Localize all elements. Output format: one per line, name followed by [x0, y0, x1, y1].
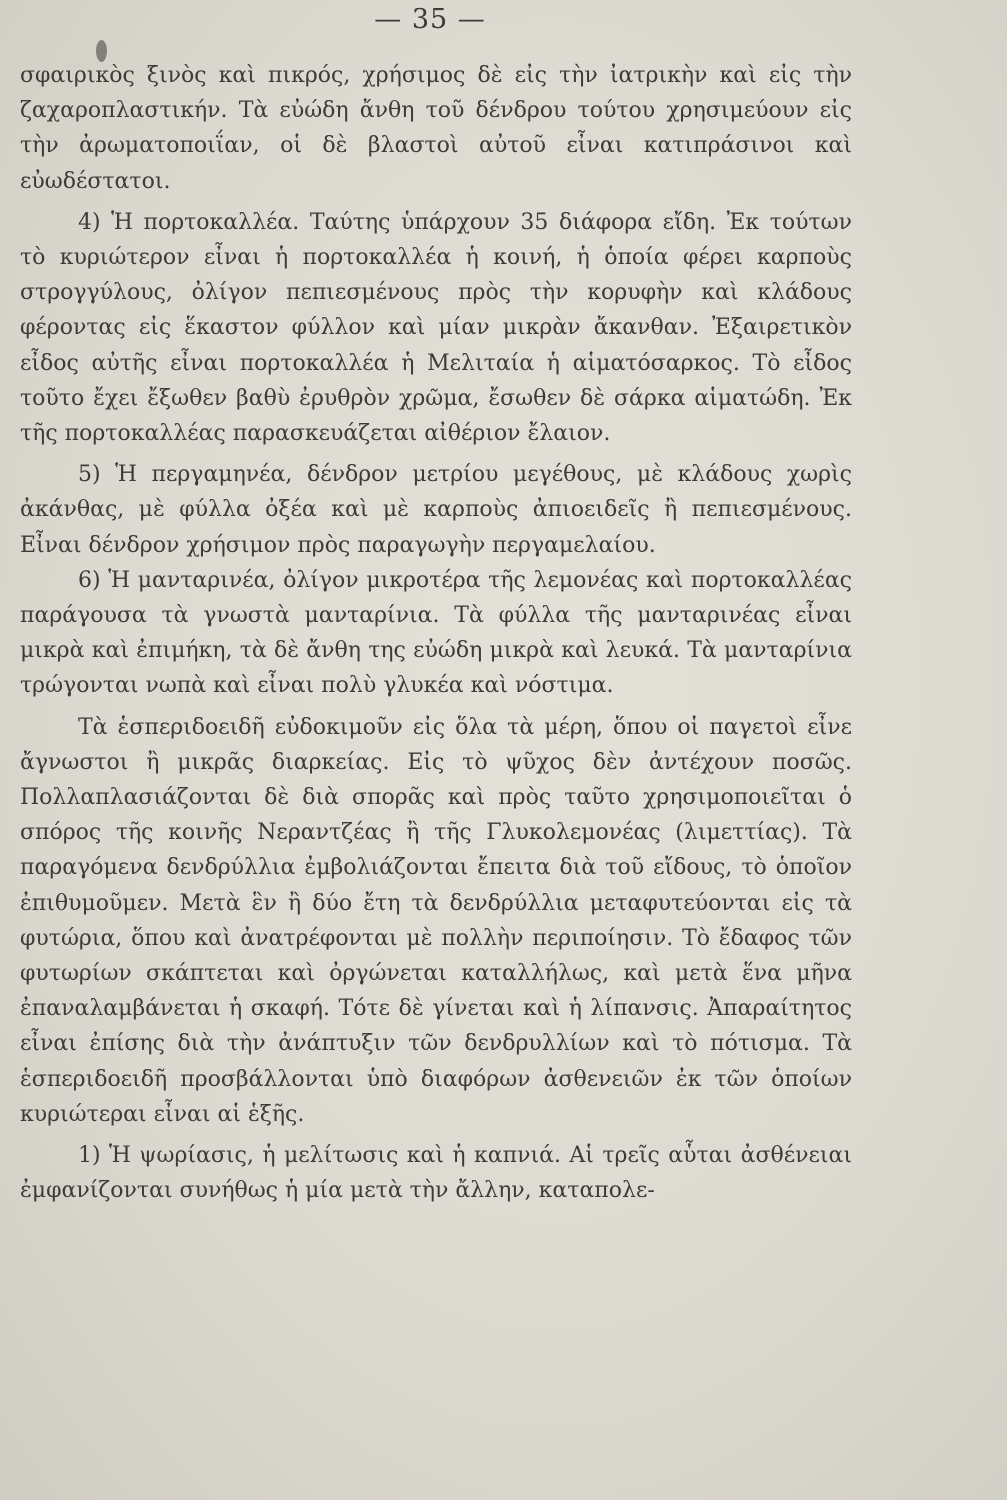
paragraph-item-5: 5) Ἡ περγαμηνέα, δένδρον μετρίου μεγέθους, μὲ κλάδους χωρὶς ἀκάνθας, μὲ φύλλα ὀξέα καὶ μὲ καρποὺς ἀπιοειδεῖς ἢ πεπιεσμένους. Εἶναι δένδρον χρήσιμον πρὸς παραγωγὴν περγαμελαίου. — [20, 462, 852, 558]
paragraph-item-6: 6) Ἡ μανταρινέα, ὀλίγον μικροτέρα τῆς λεμονέας καὶ πορτοκαλλέας παράγουσα τὰ γνωστὰ μανταρίνια. Τὰ φύλλα τῆς μανταρινέας εἶναι μικρὰ καὶ ἐπιμήκη, τὰ δὲ ἄνθη της εὐώδη μικρὰ καὶ λευκά. Τὰ μανταρίνια τρώγονται νωπὰ καὶ εἶναι πολὺ γλυκέα καὶ νόστιμα. — [20, 567, 852, 699]
paragraph-intro: σφαιρικὸς ξινὸς καὶ πικρός, χρήσιμος δὲ εἰς τὴν ἰατρικὴν καὶ εἰς τὴν ζαχαροπλαστικήν. Τὰ εὐώδη ἄνθη τοῦ δένδρου τούτου χρησιμεύουν εἰς τὴν ἀρωματοποιΐαν, οἱ δὲ βλαστοὶ αὐτοῦ εἶναι κατιπράσινοι καὶ εὐωδέστατοι. — [20, 63, 852, 194]
paragraph-disease-1: 1) Ἡ ψωρίασις, ἡ μελίτωσις καὶ ἡ καπνιά. Αἱ τρεῖς αὗται ἀσθένειαι ἐμφανίζονται συνήθως ἡ μία μετὰ τὴν ἄλλην, καταπολε- — [20, 1143, 852, 1204]
page-number: — 35 — — [374, 4, 486, 35]
paragraph-item-4: 4) Ἡ πορτοκαλλέα. Ταύτης ὑπάρχουν 35 διάφορα εἴδη. Ἐκ τούτων τὸ κυριώτερον εἶναι ἡ πορτοκαλλέα ἡ κοινή, ἡ ὁποία φέρει καρποὺς στρογγύλους, ὀλίγον πεπιεσμένους πρὸς τὴν κορυφὴν καὶ κλάδους φέροντας εἰς ἕκαστον φύλλον καὶ μίαν μικρὰν ἄκανθαν. Ἐξαιρετικὸν εἶδος αὐτῆς εἶναι πορτοκαλλέα ἡ Μελιταία ἡ αἱματόσαρκος. Τὸ εἶδος τοῦτο ἔχει ἔξωθεν βαθὺ ἐρυθρὸν χρῶμα, ἔσωθεν δὲ σάρκα αἱματώδη. Ἐκ τῆς πορτοκαλλέας παρασκευάζεται αἰθέριον ἔλαιον. — [20, 209, 852, 447]
paragraph-cultivation: Τὰ ἑσπεριδοειδῆ εὐδοκιμοῦν εἰς ὅλα τὰ μέρη, ὅπου οἱ παγετοὶ εἶνε ἄγνωστοι ἢ μικρᾶς διαρκείας. Εἰς τὸ ψῦχος δὲν ἀντέχουν ποσῶς. Πολλαπλασιάζονται δὲ διὰ σπορᾶς καὶ πρὸς ταῦτο χρησιμοποιεῖται ὁ σπόρος τῆς κοινῆς Νεραντζέας ἢ τῆς Γλυκολεμονέας (λιμεττίας). Τὰ παραγόμενα δενδρύλλια ἐμβολιάζονται ἔπειτα διὰ τοῦ εἴδους, τὸ ὁποῖον ἐπιθυμοῦμεν. Μετὰ ἓν ἢ δύο ἔτη τὰ δενδρύλλια μεταφυτεύονται εἰς τὰ φυτώρια, ὅπου καὶ ἀνατρέφονται μὲ πολλὴν περιποίησιν. Τὸ ἔδαφος τῶν φυτωρίων σκάπτεται καὶ ὀργώνεται καταλλήλως, καὶ μετὰ ἕνα μῆνα ἐπαναλαμβάνεται ἡ σκαφή. Τότε δὲ γίνεται καὶ ἡ λίπανσις. Ἀπαραίτητος εἶναι ἐπίσης διὰ τὴν ἀνάπτυξιν τῶν δενδρυλλίων καὶ τὸ πότισμα. Τὰ ἑσπεριδοειδῆ προσβάλλονται ὑπὸ διαφόρων ἀσθενειῶν ἐκ τῶν ὁποίων κυριώτεραι εἶναι αἱ ἑξῆς. — [20, 714, 852, 1127]
body-text — [20, 58, 852, 1209]
